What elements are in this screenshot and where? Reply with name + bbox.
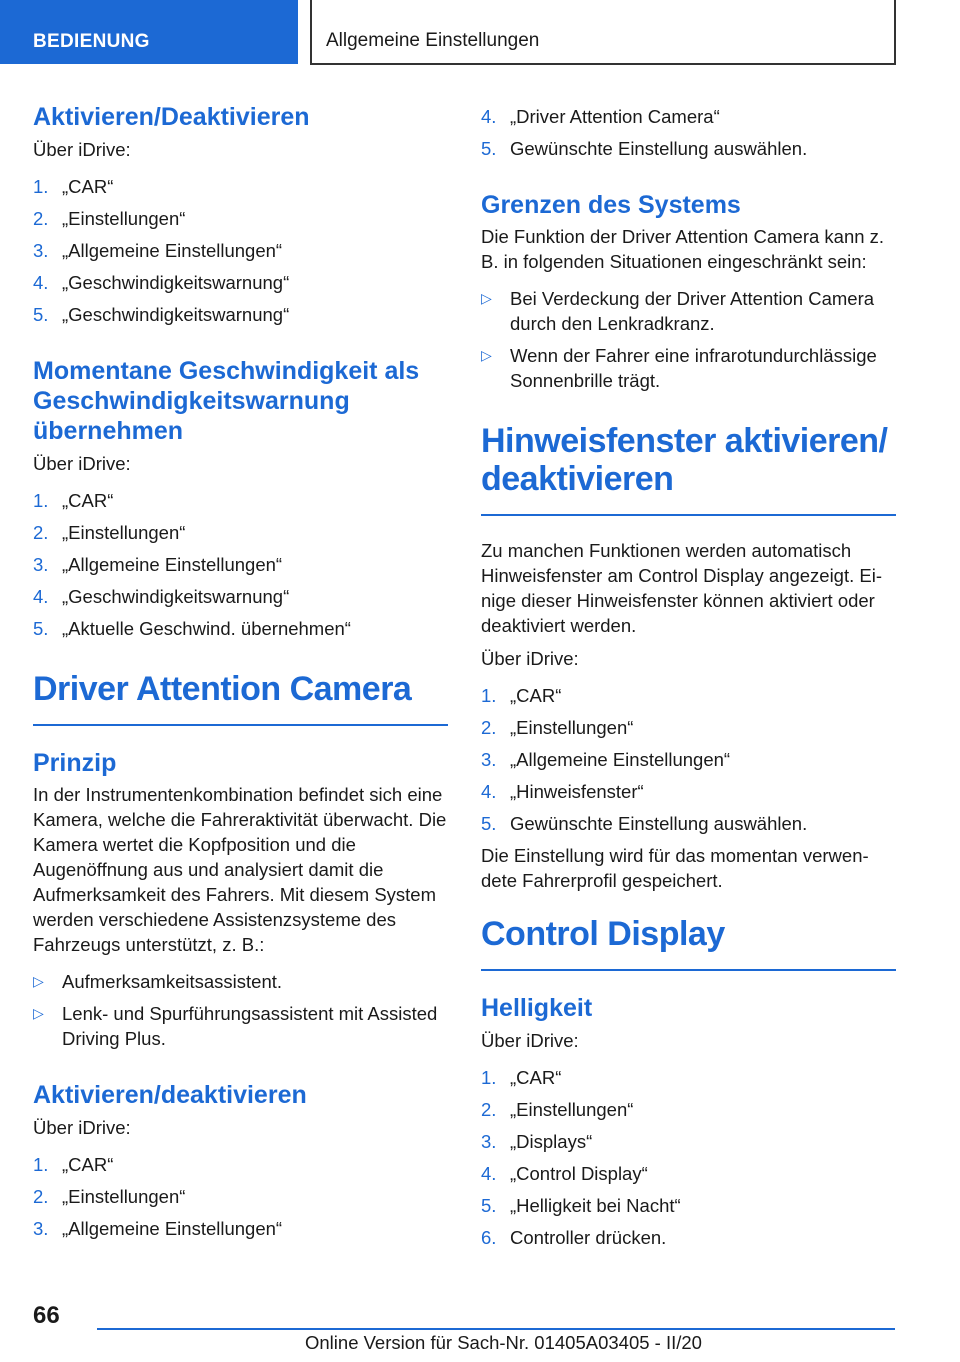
list-item: 3. „Allgemeine Einstellungen“: [33, 1218, 283, 1239]
bullet-list: [33, 969, 448, 1051]
list-item: 3. „Displays“: [481, 1131, 593, 1152]
list-item: 5. Gewünschte Einstellung auswählen.: [481, 138, 808, 159]
footer-text: Online Version für Sach-Nr. 01405A03405 - II/20: [305, 1332, 702, 1353]
paragraph-note: Die Einstellung wird für das momentan verwendete Fahrerprofil gespeichert.: [481, 845, 869, 891]
list-item: 1. „CAR“: [481, 685, 562, 706]
steps-list: [481, 104, 896, 161]
list-item: 2. „Einstellungen“: [481, 1099, 634, 1120]
section-tab: BEDIENUNG: [0, 0, 298, 64]
list-item: 2. „Einstellungen“: [481, 717, 634, 738]
list-item: 5. „Helligkeit bei Nacht“: [481, 1195, 681, 1216]
heading-aktivieren-deaktivieren-2: Aktivieren/deaktivieren: [33, 1081, 307, 1109]
steps-list: [481, 1065, 896, 1250]
list-item: 2. „Einstellungen“: [33, 522, 186, 543]
list-item: 6. Controller drücken.: [481, 1227, 667, 1248]
list-item: 4. „Control Display“: [481, 1163, 648, 1184]
list-item: ▷ Aufmerksamkeitsassistent.: [33, 971, 283, 992]
list-item: 2. „Einstellungen“: [33, 208, 186, 229]
list-item: 4. „Hinweisfenster“: [481, 781, 644, 802]
heading-aktivieren-deaktivieren: Aktivieren/Deaktivieren: [33, 103, 310, 131]
heading-prinzip: Prinzip: [33, 749, 117, 777]
page-number: 66: [33, 1302, 60, 1329]
heading-driver-attention-camera: Driver Attention Camera: [33, 670, 448, 726]
list-item: 4. „Driver Attention Camera“: [481, 106, 720, 127]
heading-grenzen: Grenzen des Systems: [481, 191, 741, 219]
page-header: [0, 0, 960, 66]
intro-text: Über iDrive:: [33, 1117, 131, 1138]
chapter-title: Allgemeine Einstellungen: [310, 0, 896, 65]
heading-momentane-geschwindigkeit: Momentane Geschwindigkeit als Geschwindigkeitswarnung übernehmen: [33, 357, 420, 445]
list-item: 4. „Geschwindigkeitswarnung“: [33, 586, 290, 607]
list-item: ▷ Bei Verdeckung der Driver Attention Camera durch den Lenkradkranz.: [481, 288, 875, 334]
intro-text: Über iDrive:: [481, 1030, 579, 1051]
left-column: [33, 102, 448, 1248]
bullet-list: [481, 286, 896, 393]
list-item: 1. „CAR“: [33, 176, 114, 197]
heading-helligkeit: Helligkeit: [481, 994, 593, 1022]
paragraph-hinweisfenster: Zu manchen Funktionen werden automatisch Hinweisfenster am Control Display angezeigt. Einige dieser Hinweisfenster können aktiviert oder deaktiviert werden.: [481, 540, 883, 636]
list-item: 1. „CAR“: [481, 1067, 562, 1088]
intro-text: Über iDrive:: [481, 648, 579, 669]
right-column: [481, 102, 896, 1257]
list-item: ▷ Lenk- und Spurführungsassistent mit Assisted Driving Plus.: [33, 1003, 438, 1049]
paragraph-grenzen: Die Funktion der Driver Attention Camera kann z. B. in folgenden Situationen eingeschränkt sein:: [481, 226, 885, 272]
heading-hinweisfenster: Hinweisfenster aktivieren/ deaktivieren: [481, 422, 896, 516]
list-item: 1. „CAR“: [33, 490, 114, 511]
list-item: 5. „Aktuelle Geschwind. übernehmen“: [33, 618, 351, 639]
intro-text: Über iDrive:: [33, 139, 131, 160]
list-item: 5. „Geschwindigkeitswarnung“: [33, 304, 290, 325]
triangle-bullet-icon: ▷: [33, 973, 44, 989]
steps-list: [481, 683, 896, 836]
list-item: ▷ Wenn der Fahrer eine infrarotundurchlässige Sonnenbrille trägt.: [481, 345, 877, 391]
steps-list: [33, 1152, 448, 1241]
heading-control-display: Control Display: [481, 915, 896, 971]
list-item: 3. „Allgemeine Einstellungen“: [481, 749, 731, 770]
list-item: 2. „Einstellungen“: [33, 1186, 186, 1207]
triangle-bullet-icon: ▷: [481, 347, 492, 363]
paragraph-prinzip: In der Instrumentenkombination befindet sich eine Kamera, welche die Fahreraktivität überwacht. Die Kamera wertet die Kopfposition und die Augenöffnung aus und analysiert damit die Aufmerksamkeit des Fahrers. Mit diesem System werden verschiedene Assistenzsysteme des Fahrzeugs unterstützt, z. B.:: [33, 784, 447, 955]
footer-divider: [97, 1328, 895, 1330]
list-item: 3. „Allgemeine Einstellungen“: [33, 240, 283, 261]
steps-list: [33, 488, 448, 641]
triangle-bullet-icon: ▷: [33, 1005, 44, 1021]
list-item: 3. „Allgemeine Einstellungen“: [33, 554, 283, 575]
triangle-bullet-icon: ▷: [481, 290, 492, 306]
list-item: 1. „CAR“: [33, 1154, 114, 1175]
steps-list: [33, 174, 448, 327]
intro-text: Über iDrive:: [33, 453, 131, 474]
list-item: 4. „Geschwindigkeitswarnung“: [33, 272, 290, 293]
list-item: 5. Gewünschte Einstellung auswählen.: [481, 813, 808, 834]
